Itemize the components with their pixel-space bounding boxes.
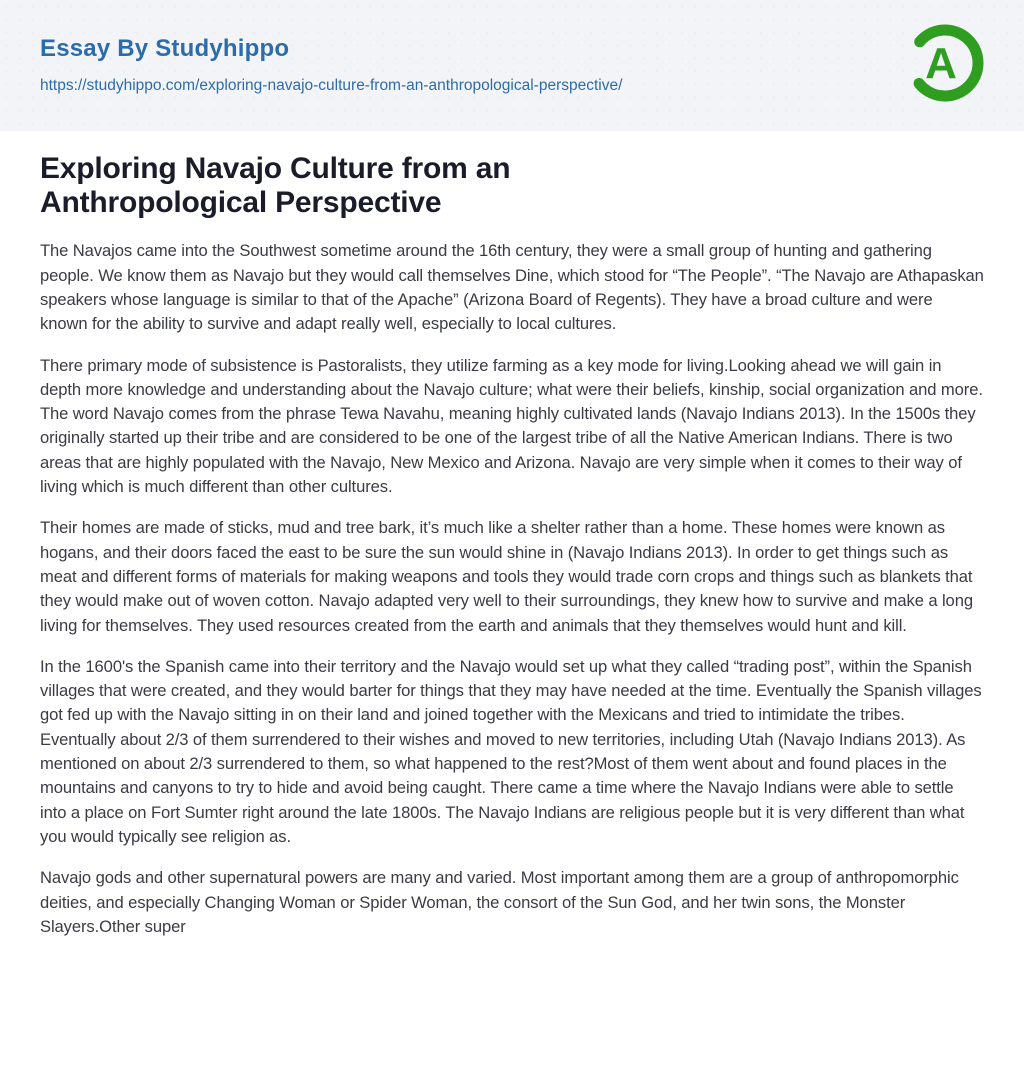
site-title: Essay By Studyhippo bbox=[40, 35, 290, 62]
article-title: Exploring Navajo Culture from an Anthropological Perspective bbox=[40, 152, 511, 220]
studyhippo-logo-icon bbox=[903, 19, 987, 107]
logo-letter: A bbox=[925, 39, 957, 88]
article-paragraph: Navajo gods and other supernatural powers are many and varied. Most important among them are a group of anthropomorphic deities, and especially Changing Woman or Spider Woman, the consort of the Sun God, and her twin sons, the Monster Slayers.Other super bbox=[40, 868, 959, 936]
article-paragraph: The Navajos came into the Southwest sometime around the 16th century, they were a small group of hunting and gathering people. We know them as Navajo but they would call themselves Dine, which stood for “The People”. “The Navajo are Athapaskan speakers whose language is similar to that of the Apache” (Arizona Board of Regents). They have a broad culture and were known for the ability to survive and adapt really well, especially to local cultures. bbox=[40, 241, 984, 334]
article-paragraph: There primary mode of subsistence is Pastoralists, they utilize farming as a key mode for living.Looking ahead we will gain in depth more knowledge and understanding about the Navajo culture; what were their beliefs, kinship, social organization and more. The word Navajo comes from the phrase Tewa Navahu, meaning highly cultivated lands (Navajo Indians 2013). In the 1500s they originally started up their tribe and are considered to be one of the largest tribe of all the Native American Indians. There is two areas that are highly populated with the Navajo, New Mexico and Arizona. Navajo are very simple when it comes to their way of living which is much different than other cultures. bbox=[40, 355, 983, 497]
article-paragraph: In the 1600's the Spanish came into their territory and the Navajo would set up what they called “trading post”, within the Spanish villages that were created, and they would barter for things that they may have needed at the time. Eventually the Spanish villages got fed up with the Navajo sitting in on their land and joined together with the Mexicans and tried to intimidate the tribes. Eventually about 2/3 of them surrendered to their wishes and moved to new territories, including Utah (Navajo Indians 2013). As mentioned on about 2/3 surrendered to them, so what happened to the rest?Most of them went about and found places in the mountains and canyons to try to hide and avoid being caught. There came a time where the Navajo Indians were able to settle into a place on Fort Sumter right around the late 1800s. The Navajo Indians are religious people but it is very different than what you would typically see religion as. bbox=[40, 656, 982, 846]
page-header bbox=[0, 0, 1024, 131]
article-paragraph: Their homes are made of sticks, mud and tree bark, it’s much like a shelter rather than a home. These homes were known as hogans, and their doors faced the east to be sure the sun would shine in (Navajo Indians 2013). In order to get things such as meat and different forms of materials for making weapons and tools they would trade corn crops and things such as blankets that they would make out of woven cotton. Navajo adapted very well to their surroundings, they knew how to survive and make a long living for themselves. They used resources created from the earth and animals that they themselves would hunt and kill. bbox=[40, 518, 973, 635]
page-url-link[interactable]: https://studyhippo.com/exploring-navajo-culture-from-an-anthropological-perspective/ bbox=[40, 77, 623, 95]
article-content bbox=[0, 131, 1024, 939]
